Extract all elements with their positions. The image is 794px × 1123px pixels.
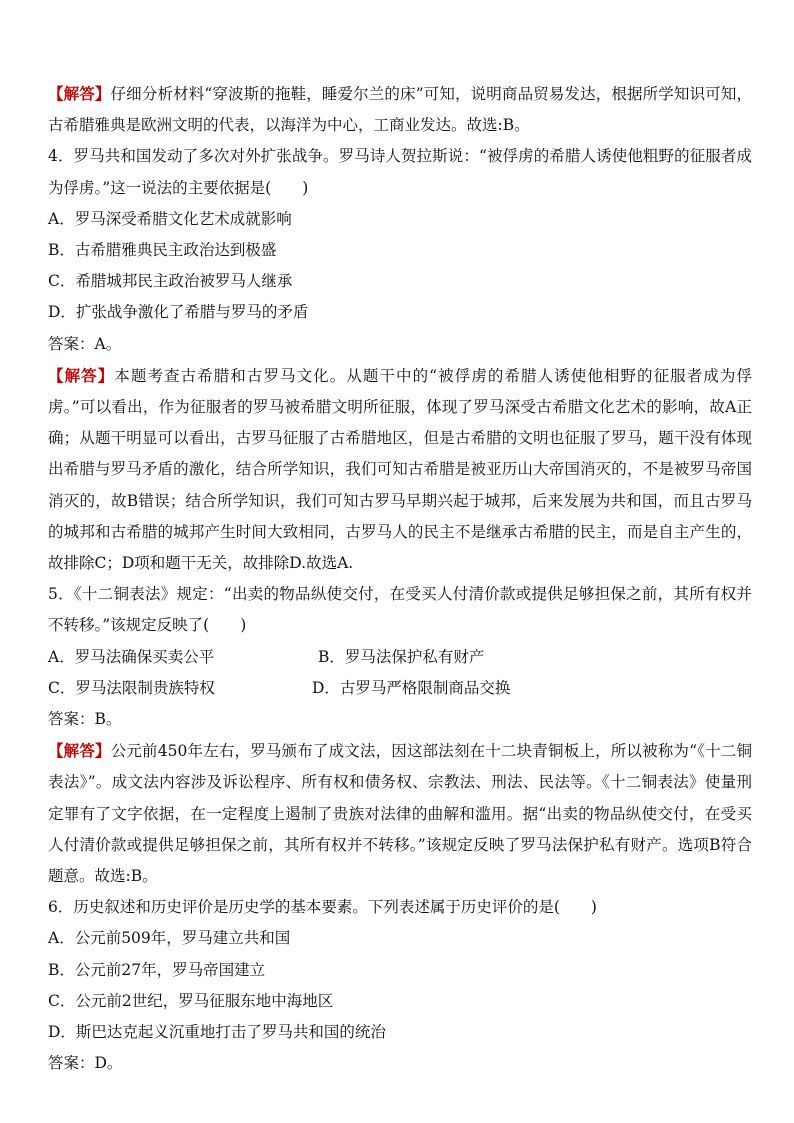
analysis-tag: 【解答】 [48,84,111,103]
option-a: A．罗马深受希腊文化艺术成就影响 [48,209,292,228]
answer-line: 答案：D。 [48,1054,123,1073]
analysis-text: 仔细分析材料“穿波斯的拖鞋，睡爱尔兰的床”可知，说明商品贸易发达，根据所学知识可知，古希腊雅典是欧洲文明的代表，以海洋为中心，工商业发达。故选:B。 [48,85,752,135]
option-b: B．古希腊雅典民主政治达到极盛 [48,241,277,260]
option-a: A．公元前509年，罗马建立共和国 [48,929,291,948]
previous-analysis [48,78,752,141]
analysis-text: 本题考查古希腊和古罗马文化。从题干中的“被俘虏的希腊人诱使他相野的征服者成为俘虏。”可以看出，作为征服者的罗马被希腊文明所征服，体现了罗马深受古希腊文化艺术的影响，故A正确；从题干明显可以看出，古罗马征服了古希腊地区，但是古希腊的文明也征服了罗马，题干没有体现出希腊与罗马矛盾的激化，结合所学知识，我们可知古希腊是被亚历山大帝国消灭的，不是被罗马帝国消灭的，故B错误；结合所学知识，我们可知古罗马早期兴起于城邦，后来发展为共和国，而且古罗马的城邦和古希腊的城邦产生时间大致相同，古罗马人的民主不是继承古希腊的民主，而是自主产生的，故排除C；D项和题干无关，故排除D.故选A. [48,366,752,573]
option-d: D．古罗马严格限制商品交换 [312,678,511,697]
analysis-text: 公元前450年左右，罗马颁布了成文法，因这部法刻在十二块青铜板上，所以被称为“《十二铜表法》”。成文法内容涉及诉讼程序、所有权和债务权、宗教法、刑法、民法等。《十二铜表法》使量刑定罪有了文字依据，在一定程度上遏制了贵族对法律的曲解和滥用。据“出卖的物品纵使交付，在受买人付清价款或提供足够担保之前，其所有权并不转移。”该规定反映了罗马法保护私有财产。选项B符合题意。故选:B。 [48,742,752,886]
question-5 [48,579,752,892]
options-row-1 [48,642,752,673]
option-a: A．罗马法确保买卖公平 [48,647,215,666]
analysis [48,735,752,892]
option-c: C．罗马法限制贵族特权 [48,678,215,697]
answer-line: 答案：B。 [48,710,122,729]
question-stem: 6．历史叙述和历史评价是历史学的基本要素。下列表述属于历史评价的是( ) [48,898,597,917]
answer-line: 答案：A。 [48,334,122,353]
options-row-2 [48,673,752,704]
option-b: B．公元前27年，罗马帝国建立 [48,960,266,979]
analysis [48,360,752,579]
question-4 [48,141,752,579]
option-c: C．希腊城邦民主政治被罗马人继承 [48,272,293,291]
option-d: D．扩张战争激化了希腊与罗马的矛盾 [48,303,309,322]
question-6 [48,892,752,1079]
document-page [48,78,752,1080]
option-c: C．公元前2世纪，罗马征服东地中海地区 [48,991,334,1010]
option-d: D．斯巴达克起义沉重地打击了罗马共和国的统治 [48,1023,386,1042]
analysis-tag: 【解答】 [48,365,115,385]
analysis-tag: 【解答】 [48,741,111,761]
option-b: B．罗马法保护私有财产 [318,647,485,666]
question-stem: 4．罗马共和国发动了多次对外扩张战争。罗马诗人贺拉斯说：“被俘虏的希腊人诱使他粗野的征服者成为俘虏。”这一说法的主要依据是( ) [48,147,752,197]
question-stem: 5．《十二铜表法》规定：“出卖的物品纵使交付，在受买人付清价款或提供足够担保之前，其所有权并不转移。”该规定反映了( ) [48,585,752,635]
